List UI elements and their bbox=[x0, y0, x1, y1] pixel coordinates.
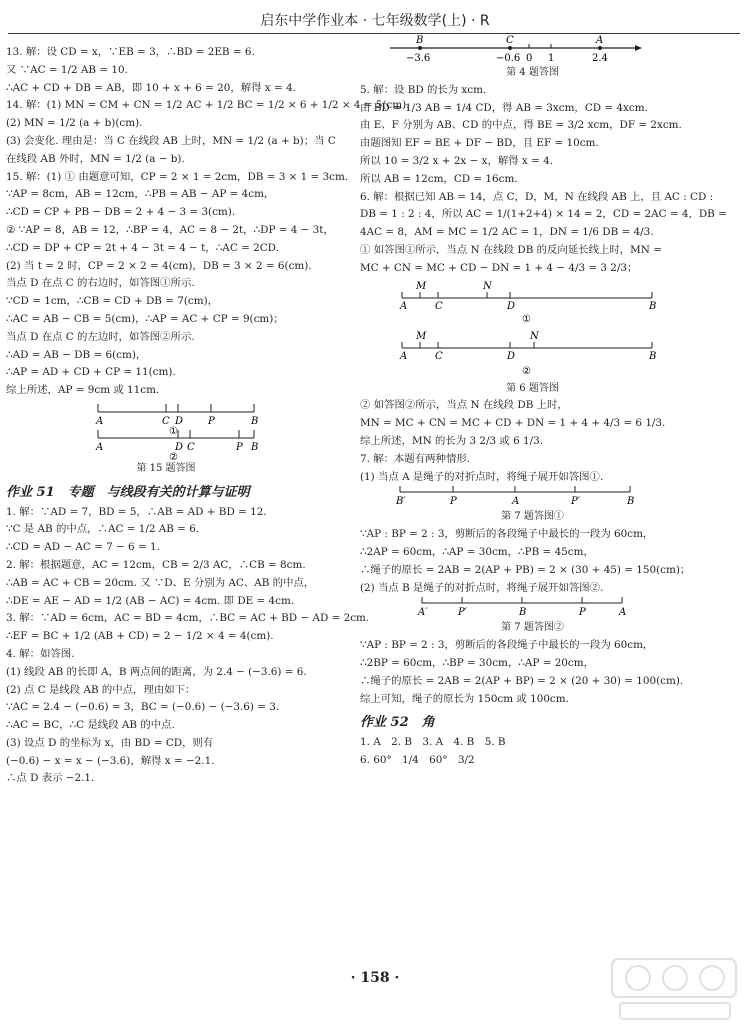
left.lines_b-line: 4. 解：如答图. bbox=[6, 647, 75, 660]
right.lines_a-line: MC + CN = MC + CD − DN = 1 + 4 − 4/3 = 3 2/3； bbox=[360, 261, 638, 274]
right.lines_d-line: ∵AP : BP = 2 : 3，剪断后的各段绳子中最长的一段为 60cm， bbox=[360, 639, 654, 652]
fig7b-caption: 第 7 题答图② bbox=[501, 622, 564, 634]
left.lines_a-line: ∴AC + CD + DB = AB，即 10 + x + 6 = 20，解得 x = 4. bbox=[6, 81, 296, 94]
fig6-caption: 第 6 题答图 bbox=[506, 382, 559, 394]
left.lines_a-line: (2) 当 t = 2 时，CP = 2 × 2 = 4(cm)，DB = 3 × 2 = 6(cm). bbox=[6, 259, 312, 272]
left.lines_b-line: (2) 点 C 是线段 AB 的中点，理由如下： bbox=[6, 683, 196, 696]
svg-text:A: A bbox=[96, 441, 104, 453]
right.lines_a-line: 4AC = 8，AM = MC = 1/2 AC = 1，DN = 1/6 DB = 4/3. bbox=[360, 226, 654, 239]
left.lines_b-line: (−0.6) − x = x − (−3.6)，解得 x = −2.1. bbox=[6, 754, 215, 767]
left.lines_b-line: ∴AC = BC，∴C 是线段 AB 的中点. bbox=[6, 719, 175, 732]
left.lines_a-line: 当点 D 在点 C 的右边时，如答图①所示. bbox=[6, 277, 195, 290]
svg-text:M: M bbox=[416, 330, 427, 342]
left-text-block-a bbox=[6, 44, 410, 400]
left.lines_a-line: 综上所述，AP = 9cm 或 11cm. bbox=[6, 384, 160, 397]
right.lines_a-line: 由题图知 EF = BE + DF − BD，且 EF = 10cm. bbox=[360, 137, 599, 150]
svg-text:B: B bbox=[649, 350, 657, 362]
fig4-tick-neg06: −0.6 bbox=[496, 53, 521, 64]
right.lines_a-line: 由 BD = 1/3 AB = 1/4 CD，得 AB = 3xcm，CD = 4xcm. bbox=[360, 101, 648, 114]
right.lines_b-line: (1) 当点 A 是绳子的对折点时，将绳子展开如答图①. bbox=[360, 470, 604, 483]
left.lines_a-line: ∵CD = 1cm，∴CB = CD + DB = 7(cm)， bbox=[6, 295, 219, 308]
fig15-label-d: D bbox=[175, 415, 184, 427]
left-text-block-b bbox=[6, 504, 370, 789]
svg-text:B′: B′ bbox=[396, 496, 406, 508]
watermark-logo bbox=[610, 955, 740, 1025]
svg-text:P: P bbox=[579, 607, 586, 619]
left.lines_b-line: ∵C 是 AB 的中点，∴AC = 1/2 AB = 6. bbox=[6, 523, 200, 536]
left.lines_a-line: ∴CD = DP + CP = 2t + 4 − 3t = 4 − t，∴AC = 2CD. bbox=[6, 241, 279, 254]
svg-text:B: B bbox=[519, 607, 527, 619]
fig4-tick-1: 1 bbox=[548, 53, 555, 64]
fig4-tick-24: 2.4 bbox=[592, 53, 608, 64]
svg-text:D: D bbox=[175, 441, 184, 453]
left.lines_a-line: 当点 D 在点 C 的左边时，如答图②所示. bbox=[6, 330, 195, 343]
fig4-caption: 第 4 题答图 bbox=[506, 67, 559, 78]
svg-text:N: N bbox=[483, 280, 492, 292]
left.lines_b-line: ∴AB = AC + CB = 20cm. 又 ∵D、E 分别为 AC、AB 的中点， bbox=[6, 576, 315, 589]
right.lines_d-line: ∴绳子的原长 = 2AB = 2(AP + BP) = 2 × (20 + 30) = 100(cm). bbox=[360, 674, 684, 687]
svg-text:A: A bbox=[400, 350, 408, 362]
svg-text:D: D bbox=[507, 350, 516, 362]
svg-text:D: D bbox=[507, 300, 516, 312]
page-number: · 158 · bbox=[350, 970, 400, 986]
left.lines_b-line: 3. 解：∵AD = 6cm，AC = BD = 4cm，∴BC = AC + BD − AD = 2cm. bbox=[6, 612, 370, 625]
right-text-block-d bbox=[360, 637, 745, 708]
svg-text:P′: P′ bbox=[458, 607, 467, 619]
svg-text:②: ② bbox=[522, 365, 531, 377]
svg-text:B: B bbox=[627, 496, 635, 508]
left.lines_b-line: ∵AC = 2.4 − (−0.6) = 3，BC = (−0.6) − (−3.6) = 3. bbox=[6, 701, 280, 714]
left.lines_b-line: (1) 线段 AB 的长即 A，B 两点间的距离，为 2.4 − (−3.6) = 6. bbox=[6, 665, 307, 678]
left.lines_a-line: ∴CD = CP + PB − DB = 2 + 4 − 3 = 3(cm). bbox=[6, 206, 236, 219]
left.lines_b-line: ∴点 D 表示 −2.1. bbox=[6, 772, 95, 785]
fig15-label-a: A bbox=[96, 415, 104, 427]
fig15-caption: 第 15 题答图 bbox=[136, 462, 196, 474]
svg-text:C: C bbox=[187, 441, 195, 453]
right.lines_a-line: ① 如答图①所示，当点 N 在线段 DB 的反向延长线上时，MN = bbox=[360, 243, 662, 256]
fig7a-caption: 第 7 题答图① bbox=[501, 511, 564, 523]
left.lines_b-line: 2. 解：根据题意，AC = 12cm，CB = 2/3 AC，∴CB = 8cm. bbox=[6, 558, 306, 571]
answers-row-1: 1. A 2. B 3. A 4. B 5. B bbox=[360, 736, 506, 749]
right-text-block-a bbox=[360, 82, 745, 278]
right.lines_a-line: 5. 解：设 BD 的长为 xcm. bbox=[360, 83, 487, 96]
fig4-label-b: B bbox=[416, 35, 424, 46]
fig15-mark-1: ① bbox=[169, 425, 178, 437]
svg-text:C: C bbox=[435, 350, 443, 362]
header-rule bbox=[8, 33, 740, 34]
fig15-mark-2: ② bbox=[169, 451, 178, 463]
right.lines_c-line: ∴2AP = 60cm，∴AP = 30cm，∴PB = 45cm， bbox=[360, 545, 594, 558]
right.lines_a-line: 所以 10 = 3/2 x + 2x − x，解得 x = 4. bbox=[360, 154, 554, 167]
figure-15 bbox=[6, 400, 346, 463]
right.lines_a-line: 6. 解：根据已知 AB = 14，点 C，D，M，N 在线段 AB 上，且 AC : CD : bbox=[360, 190, 714, 203]
left.lines_a-line: ∴AC = AB − CB = 5(cm)，∴AP = AC + CP = 9(cm)； bbox=[6, 312, 284, 325]
fig4-label-c: C bbox=[506, 35, 514, 46]
svg-text:B: B bbox=[649, 300, 657, 312]
svg-text:P: P bbox=[236, 441, 243, 453]
right.lines_a-line: 由 E、F 分别为 AB、CD 的中点，得 BE = 3/2 xcm，DF = 2xcm. bbox=[360, 119, 682, 132]
figure-7-1 bbox=[360, 486, 745, 508]
right.lines_a-line: 所以 AB = 12cm，CD = 16cm. bbox=[360, 172, 518, 185]
svg-text:A: A bbox=[619, 607, 627, 619]
left.lines_b-line: (3) 设点 D 的坐标为 x，由 BD = CD，则有 bbox=[6, 736, 214, 749]
left.lines_a-line: 又 ∵AC = 1/2 AB = 10. bbox=[6, 63, 128, 76]
left.lines_a-line: ∴AD = AB − DB = 6(cm)， bbox=[6, 348, 147, 361]
left.lines_a-line: 15. 解：(1) ① 由题意可知，CP = 2 × 1 = 2cm，DB = 3 × 1 = 3cm. bbox=[6, 170, 349, 183]
fig15-label-c: C bbox=[162, 415, 170, 427]
svg-text:A: A bbox=[400, 300, 408, 312]
right.lines_b-line: 7. 解：本题有两种情形. bbox=[360, 452, 471, 465]
right.lines_b-line: MN = MC + CN = MC + CD + DN = 1 + 4 + 4/3 = 6 1/3. bbox=[360, 417, 666, 430]
right.lines_c-line: (2) 当点 B 是绳子的对折点时，将绳子展开如答图②. bbox=[360, 581, 604, 594]
right.lines_c-line: ∵AP : BP = 2 : 3，剪断后的各段绳子中最长的一段为 60cm， bbox=[360, 528, 654, 541]
figure-7-2 bbox=[360, 597, 745, 619]
left.lines_b-line: ∴EF = BC + 1/2 (AB + CD) = 2 − 1/2 × 4 = 4(cm). bbox=[6, 630, 274, 643]
right.lines_c-line: ∴绳子的原长 = 2AB = 2(AP + PB) = 2 × (30 + 45) = 150(cm)； bbox=[360, 563, 691, 576]
fig15-label-b: B bbox=[251, 415, 259, 427]
right.lines_d-line: ∴2BP = 60cm，∴BP = 30cm，∴AP = 20cm， bbox=[360, 656, 594, 669]
svg-text:A′: A′ bbox=[418, 607, 428, 619]
svg-text:B: B bbox=[251, 441, 259, 453]
svg-text:C: C bbox=[435, 300, 443, 312]
answers-row-2: 6. 60° 1/4 60° 3/2 bbox=[360, 753, 475, 766]
left.lines_a-line: ∵AP = 8cm，AB = 12cm，∴PB = AB − AP = 4cm， bbox=[6, 188, 275, 201]
right.lines_b-line: 综上所述，MN 的长为 3 2/3 或 6 1/3. bbox=[360, 434, 544, 447]
svg-text:P: P bbox=[450, 496, 457, 508]
right.lines_d-line: 综上可知，绳子的原长为 150cm 或 100cm. bbox=[360, 692, 569, 705]
figure-6 bbox=[360, 278, 745, 380]
page-header: 启东中学作业本 · 七年级数学(上) · R bbox=[260, 13, 490, 29]
right.lines_a-line: DB = 1 : 2 : 4，所以 AC = 1/(1+2+4) × 14 = 2，CD = 2AC = 4，DB = bbox=[360, 208, 727, 221]
left.lines_a-line: (3) 会变化. 理由是：当 C 在线段 AB 上时，MN = 1/2 (a + b)；当 C bbox=[6, 134, 336, 147]
svg-text:N: N bbox=[530, 330, 539, 342]
right-text-block-c bbox=[360, 526, 745, 597]
fig4-label-a: A bbox=[596, 35, 604, 46]
section-title-51: 作业 51 专题 与线段有关的计算与证明 bbox=[6, 484, 250, 500]
fig4-tick-neg36: −3.6 bbox=[406, 53, 431, 64]
right.lines_b-line: ② 如答图②所示，当点 N 在线段 DB 上时， bbox=[360, 399, 568, 412]
fig4-tick-0: 0 bbox=[526, 53, 533, 64]
svg-text:M: M bbox=[416, 280, 427, 292]
right-column bbox=[360, 35, 745, 770]
svg-text:P′: P′ bbox=[571, 496, 580, 508]
left.lines_b-line: ∴CD = AD − AC = 7 − 6 = 1. bbox=[6, 541, 160, 554]
fig15-label-p: P bbox=[208, 415, 215, 427]
left.lines_a-line: ② ∵AP = 8，AB = 12，∴BP = 4，AC = 8 − 2t，∴DP = 4 − 3t， bbox=[6, 223, 334, 236]
section-title-52: 作业 52 角 bbox=[360, 715, 435, 731]
left.lines_b-line: ∴DE = AE − AD = 1/2 (AB − AC) = 4cm. 即 DE = 4cm. bbox=[6, 594, 295, 607]
left.lines_a-line: 14. 解：(1) MN = CM + CN = 1/2 AC + 1/2 BC = 1/2 × 6 + 1/2 × 4 = 5(cm). bbox=[6, 99, 410, 112]
left.lines_a-line: 在线段 AB 外时，MN = 1/2 (a − b). bbox=[6, 152, 185, 165]
left.lines_a-line: (2) MN = 1/2 (a + b)(cm). bbox=[6, 117, 143, 130]
svg-text:A: A bbox=[512, 496, 520, 508]
left.lines_a-line: 13. 解：设 CD = x，∵EB = 3，∴BD = 2EB = 6. bbox=[6, 46, 255, 58]
left.lines_b-line: 1. 解：∵AD = 7，BD = 5，∴AB = AD + BD = 12. bbox=[6, 505, 267, 518]
svg-text:①: ① bbox=[522, 313, 531, 325]
right-text-block-b bbox=[360, 397, 745, 486]
left.lines_a-line: ∴AP = AD + CD + CP = 11(cm). bbox=[6, 366, 176, 379]
